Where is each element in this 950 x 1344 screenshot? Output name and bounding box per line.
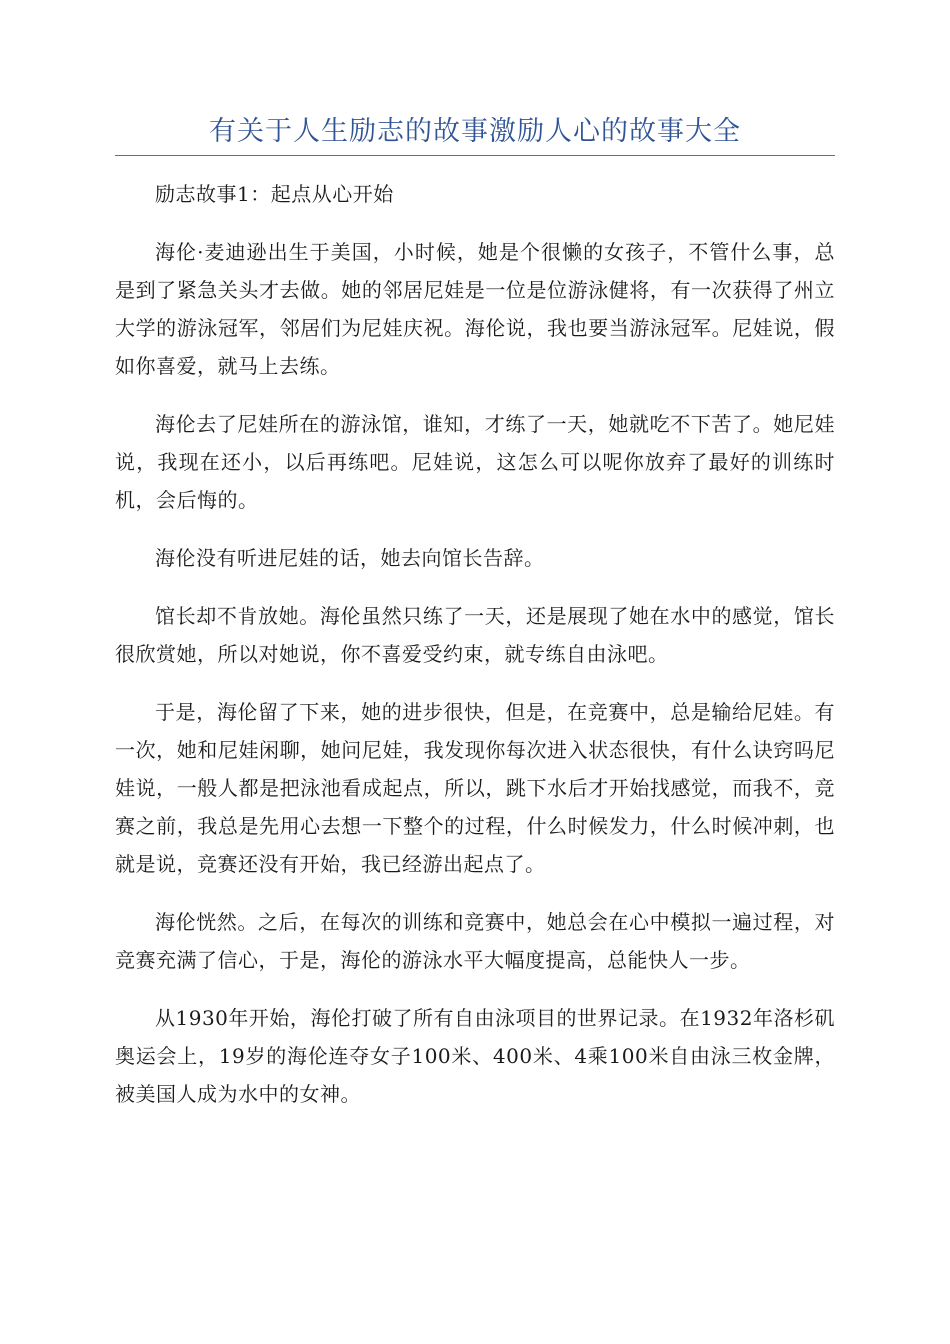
paragraph: 馆长却不肯放她。海伦虽然只练了一天，还是展现了她在水中的感觉，馆长很欣赏她，所以对她说，你不喜爱受约束，就专练自由泳吧。 — [115, 604, 835, 666]
page-title: 有关于人生励志的故事激励人心的故事大全 — [209, 116, 741, 147]
paragraph: 于是，海伦留了下来，她的进步很快，但是，在竞赛中，总是输给尼娃。有一次，她和尼娃闲聊，她问尼娃，我发现你每次进入状态很快，有什么诀窍吗尼娃说，一般人都是把泳池看成起点，所以，跳下水后才开始找感觉，而我不，竞赛之前，我总是先用心去想一下整个的过程，什么时候发力，什么时候冲刺，也就是说，竞赛还没有开始，我已经游出起点了。 — [115, 700, 835, 876]
story-heading: 励志故事1：起点从心开始 — [155, 182, 394, 206]
paragraph: 海伦恍然。之后，在每次的训练和竞赛中，她总会在心中模拟一遍过程，对竞赛充满了信心，于是，海伦的游泳水平大幅度提高，总能快人一步。 — [115, 910, 835, 972]
paragraph: 海伦去了尼娃所在的游泳馆，谁知，才练了一天，她就吃不下苦了。她尼娃说，我现在还小，以后再练吧。尼娃说，这怎么可以呢你放弃了最好的训练时机，会后悔的。 — [115, 412, 835, 512]
article-body — [115, 175, 835, 1133]
paragraph: 海伦没有听进尼娃的话，她去向馆长告辞。 — [155, 546, 545, 570]
title-underline — [115, 155, 835, 156]
paragraph: 海伦·麦迪逊出生于美国，小时候，她是个很懒的女孩子，不管什么事，总是到了紧急关头才去做。她的邻居尼娃是一位是位游泳健将，有一次获得了州立大学的游泳冠军，邻居们为尼娃庆祝。海伦说，我也要当游泳冠军。尼娃说，假如你喜爱，就马上去练。 — [115, 240, 835, 378]
paragraph: 从1930年开始，海伦打破了所有自由泳项目的世界记录。在1932年洛杉矶奥运会上，19岁的海伦连夺女子100米、400米、4乘100米自由泳三枚金牌，被美国人成为水中的女神。 — [115, 1006, 835, 1106]
